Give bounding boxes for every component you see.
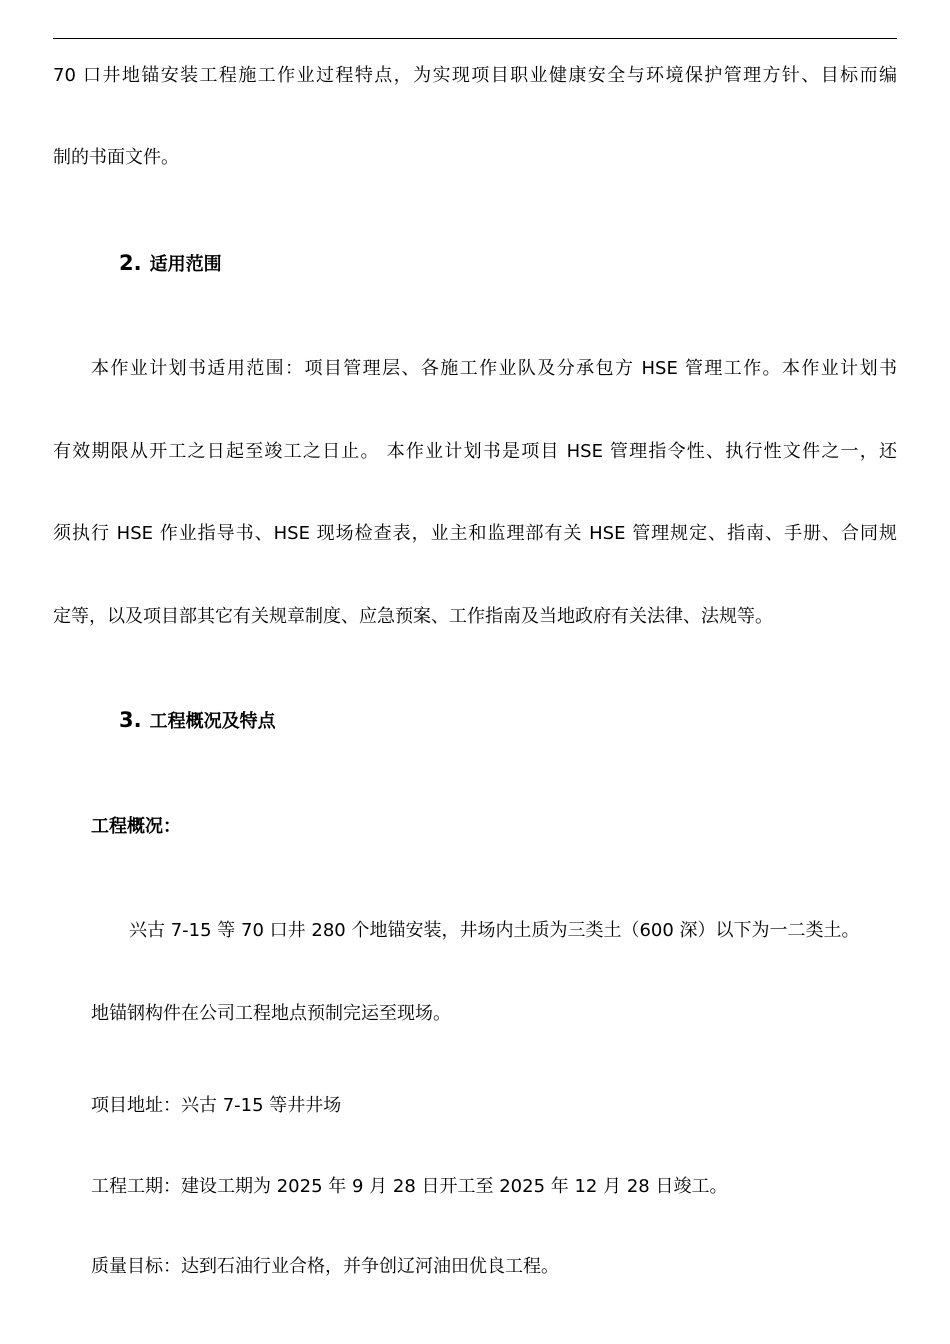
- intro-line-2: 制的书面文件。: [53, 147, 179, 168]
- section-2-line-2: 有效期限从开工之日起至竣工之日止。 本作业计划书是项目 HSE 管理指令性、执行性文件之一，还: [53, 441, 897, 462]
- section-3-heading: [119, 707, 276, 735]
- section-2-number: 2.: [119, 251, 142, 275]
- overview-label: 工程概况：: [91, 816, 181, 837]
- project-schedule: 工程工期：建设工期为 2025 年 9 月 28 日开工至 2025 年 12 月 28 日竣工。: [91, 1176, 728, 1197]
- header-rule: [53, 38, 897, 39]
- section-2-title: 适用范围: [149, 254, 222, 275]
- project-address: 项目地址：兴古 7-15 等井井场: [91, 1095, 342, 1116]
- section-3-number: 3.: [119, 708, 142, 732]
- overview-line-2: 地锚钢构件在公司工程地点预制完运至现场。: [91, 1003, 451, 1024]
- quality-target: 质量目标：达到石油行业合格，并争创辽河油田优良工程。: [91, 1256, 559, 1277]
- section-2-line-3: 须执行 HSE 作业指导书、HSE 现场检查表，业主和监理部有关 HSE 管理规定、指南、手册、合同规: [53, 523, 897, 544]
- overview-line-1: 兴古 7-15 等 70 口井 280 个地锚安装，井场内土质为三类土（600 深）以下为一二类土。: [129, 920, 860, 941]
- section-2-heading: [119, 250, 222, 278]
- section-2-line-4: 定等，以及项目部其它有关规章制度、应急预案、工作指南及当地政府有关法律、法规等。: [53, 606, 773, 627]
- intro-line-1: 70 口井地锚安装工程施工作业过程特点，为实现项目职业健康安全与环境保护管理方针、目标而编: [53, 65, 897, 86]
- section-3-title: 工程概况及特点: [149, 711, 276, 732]
- section-2-line-1: 本作业计划书适用范围：项目管理层、各施工作业队及分承包方 HSE 管理工作。本作业计划书: [91, 358, 897, 379]
